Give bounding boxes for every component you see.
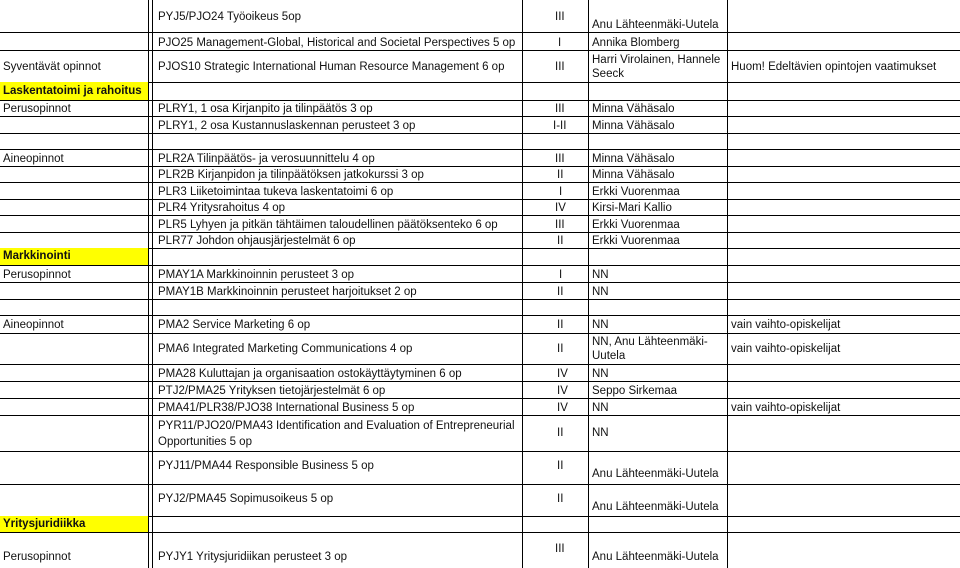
course-name: PLR5 Lyhyen ja pitkän tähtäimen taloudellinen päätöksenteko 6 op [158,219,498,231]
row-divider [0,532,960,533]
teacher: Annika Blomberg [592,37,680,49]
level: II [557,427,564,439]
row-divider [0,116,960,117]
level: II [557,286,564,298]
teacher: Kirsi-Mari Kallio [592,202,672,214]
level: II [557,493,564,505]
teacher: NN [592,402,609,414]
teacher: Erkki Vuorenmaa [592,186,680,198]
row-divider [0,381,960,382]
course-name: PLR77 Johdon ohjausjärjestelmät 6 op [158,235,356,247]
row-divider [0,315,960,316]
row-divider [0,32,960,33]
row-divider [0,265,960,266]
section-header-business-law: Yritysjuridiikka [0,516,148,532]
column-divider [522,0,523,568]
category-label: Aineopinnot [3,153,64,165]
level: IV [557,385,568,397]
row-divider [0,415,960,416]
course-name: PLRY1, 1 osa Kirjanpito ja tilinpäätös 3 op [158,103,373,115]
row-divider [0,364,960,365]
level: III [555,103,565,115]
level: II [557,460,564,472]
course-name: PYR11/PJO20/PMA43 Identification and Evaluation of Entrepreneurial Opportunities 5 op [158,420,515,448]
level: IV [555,202,566,214]
note: vain vaihto-opiskelijat [731,343,841,355]
teacher: Anu Lähteenmäki-Uutela [592,501,719,513]
teacher: Seppo Sirkemaa [592,385,678,397]
course-name: PLR3 Liiketoimintaa tukeva laskentatoimi 6 op [158,186,394,198]
row-divider [0,133,960,134]
course-name: PYJ5/PJO24 Työoikeus 5op [158,11,301,23]
teacher: Minna Vähäsalo [592,120,675,132]
course-name: PLR2B Kirjanpidon ja tilinpäätöksen jatkokurssi 3 op [158,169,424,181]
note: Huom! Edeltävien opintojen vaatimukset [731,61,937,73]
level: III [555,61,565,73]
row-divider [0,232,960,233]
category-label: Perusopinnot [3,103,71,115]
teacher: Minna Vähäsalo [592,153,675,165]
row-divider [0,282,960,283]
category-label: Aineopinnot [3,319,64,331]
course-name: PYJ11/PMA44 Responsible Business 5 op [158,460,374,472]
section-header-accounting: Laskentatoimi ja rahoitus [0,82,148,100]
row-divider [0,166,960,167]
row-divider [0,182,960,183]
teacher: Minna Vähäsalo [592,169,675,181]
row-divider [0,451,960,452]
column-divider [152,0,153,568]
level: III [555,543,565,555]
course-name: PLRY1, 2 osa Kustannuslaskennan perusteet 3 op [158,120,416,132]
course-name: PMAY1A Markkinoinnin perusteet 3 op [158,269,355,281]
course-name: PTJ2/PMA25 Yrityksen tietojärjestelmät 6 op [158,385,386,397]
row-divider [0,215,960,216]
column-divider [148,0,149,568]
course-name: PLR4 Yritysrahoitus 4 op [158,202,285,214]
teacher: NN [592,319,609,331]
row-divider [0,484,960,485]
level: II [557,343,564,355]
level: III [555,153,565,165]
level: IV [557,368,568,380]
row-divider [0,333,960,334]
teacher: Harri Virolainen, Hannele Seeck [592,54,721,80]
teacher: Erkki Vuorenmaa [592,219,680,231]
level: III [555,11,565,23]
category-label: Syventävät opinnot [3,61,101,73]
row-divider [0,149,960,150]
column-divider [588,0,589,568]
teacher: Anu Lähteenmäki-Uutela [592,551,719,563]
teacher: Anu Lähteenmäki-Uutela [592,19,719,31]
course-name: PMA41/PLR38/PJO38 International Business 5 op [158,402,415,414]
level: IV [557,402,568,414]
course-name: PLR2A Tilinpäätös- ja verosuunnittelu 4 op [158,153,375,165]
teacher: NN [592,427,609,439]
level: I-II [553,120,567,132]
teacher: Erkki Vuorenmaa [592,235,680,247]
teacher: Minna Vähäsalo [592,103,675,115]
category-label: Perusopinnot [3,269,71,281]
course-name: PYJY1 Yritysjuridiikan perusteet 3 op [158,551,347,563]
teacher: NN, Anu Lähteenmäki-Uutela [592,336,708,362]
column-divider [727,0,728,568]
category-label: Perusopinnot [3,551,71,563]
course-name: PYJ2/PMA45 Sopimusoikeus 5 op [158,493,334,505]
row-divider [0,398,960,399]
level: I [559,269,563,281]
level: II [557,319,564,331]
note: vain vaihto-opiskelijat [731,402,841,414]
level: I [559,186,563,198]
row-divider [0,299,960,300]
course-name: PJOS10 Strategic International Human Resource Management 6 op [158,61,505,73]
course-name: PMA2 Service Marketing 6 op [158,319,311,331]
row-divider [0,50,960,51]
teacher: NN [592,269,609,281]
section-header-marketing: Markkinointi [0,248,148,265]
level: I [558,37,562,49]
course-name: PJO25 Management-Global, Historical and Societal Perspectives 5 op [158,37,516,49]
row-divider [0,100,960,101]
course-name: PMAY1B Markkinoinnin perusteet harjoitukset 2 op [158,286,417,298]
teacher: Anu Lähteenmäki-Uutela [592,468,719,480]
course-name: PMA6 Integrated Marketing Communications 4 op [158,343,413,355]
teacher: NN [592,286,609,298]
row-divider [0,199,960,200]
teacher: NN [592,368,609,380]
level: II [557,235,564,247]
level: II [557,169,564,181]
level: III [555,219,565,231]
course-name: PMA28 Kuluttajan ja organisaation ostokäyttäytyminen 6 op [158,368,462,380]
note: vain vaihto-opiskelijat [731,319,841,331]
